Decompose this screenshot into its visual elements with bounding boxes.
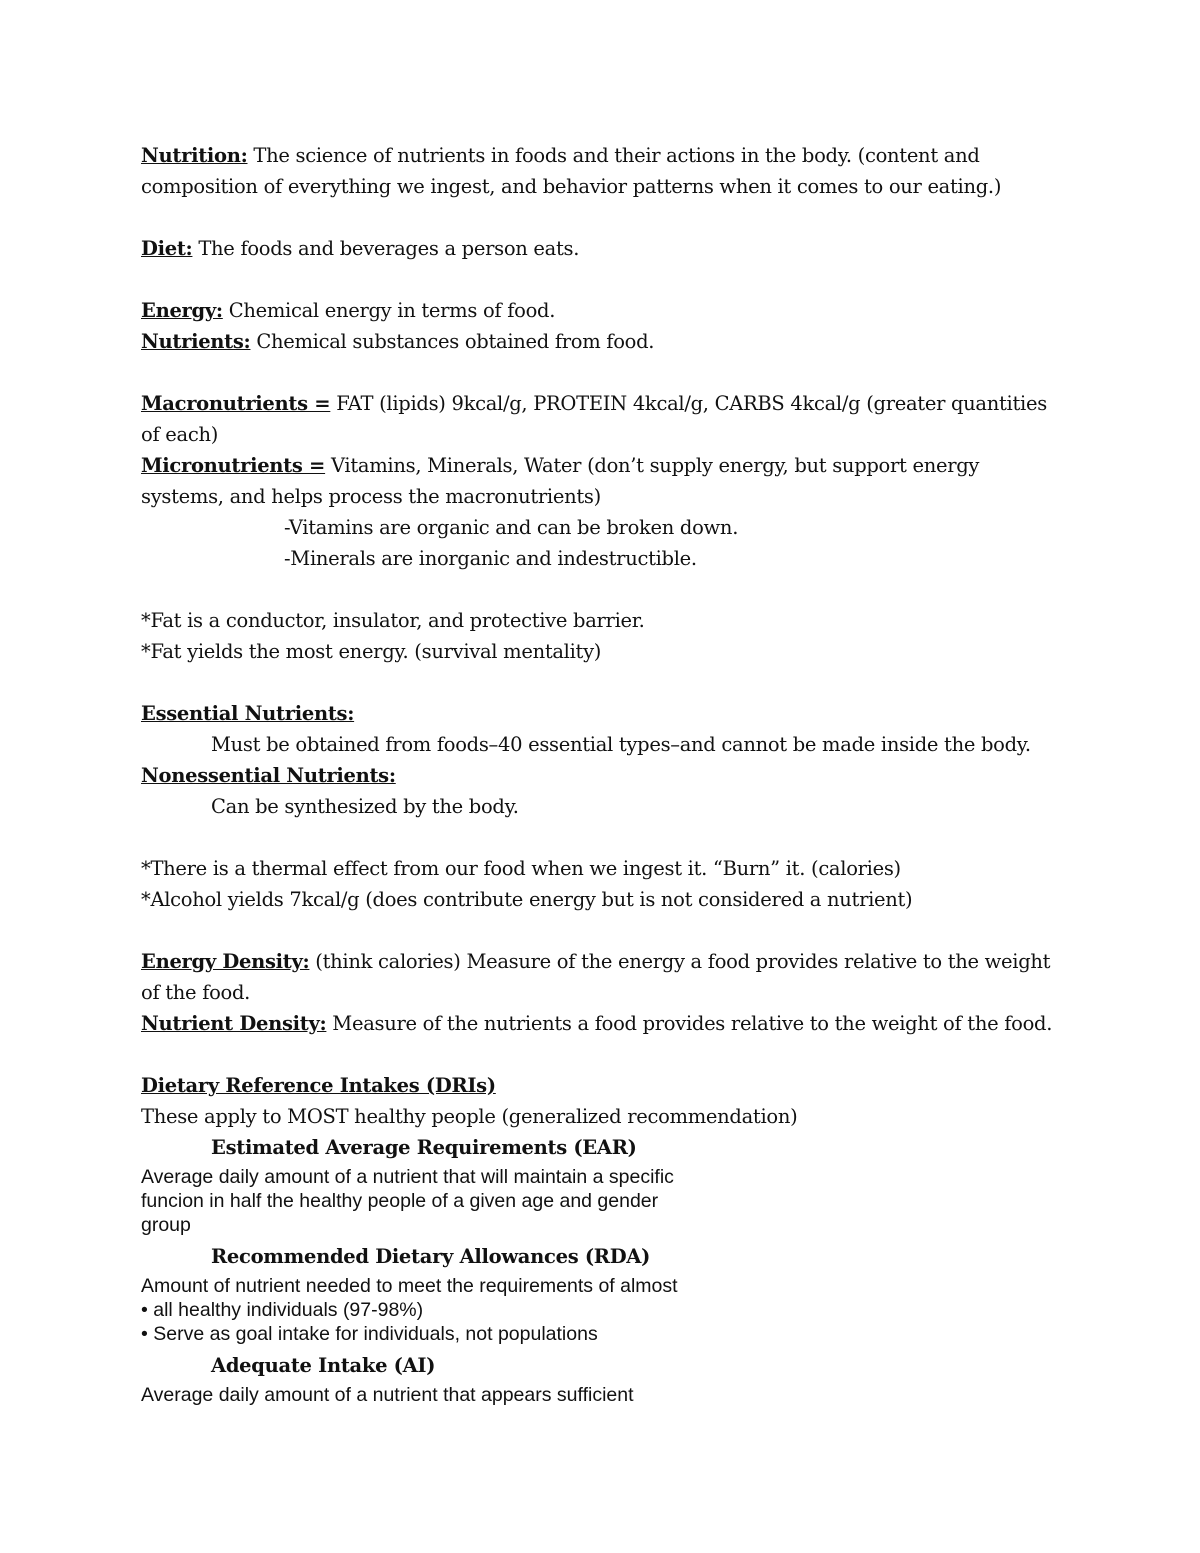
alcohol-note: *Alcohol yields 7kcal/g (does contribute energy but is not considered a nutrient) — [141, 888, 913, 911]
term-nutrient-density: Nutrient Density: — [141, 1012, 327, 1035]
ear-line: funcion in half the healthy people of a given age and gender — [141, 1190, 659, 1212]
term-nonessential-nutrients: Nonessential Nutrients: — [141, 764, 396, 787]
ear-description — [141, 1163, 721, 1241]
rda-bullet: • Serve as goal intake for individuals, not populations — [141, 1323, 598, 1345]
ear-heading: Estimated Average Requirements (EAR) — [211, 1136, 637, 1159]
ai-description — [141, 1381, 721, 1411]
term-diet: Diet: — [141, 237, 193, 260]
def-macronutrients: FAT (lipids) 9kcal/g, PROTEIN 4kcal/g, CARBS 4kcal/g (greater quantities of each) — [141, 392, 1047, 446]
ai-heading: Adequate Intake (AI) — [211, 1354, 436, 1377]
term-energy-density: Energy Density: — [141, 950, 310, 973]
definition-macronutrients — [141, 388, 1066, 450]
definition-nutrition — [141, 140, 1066, 202]
dri-heading: Dietary Reference Intakes (DRIs) — [141, 1074, 496, 1097]
micronutrient-note: -Minerals are inorganic and indestructible. — [284, 547, 697, 570]
rda-bullet: • all healthy individuals (97-98%) — [141, 1299, 424, 1321]
term-essential-nutrients: Essential Nutrients: — [141, 702, 355, 725]
rda-description — [141, 1272, 721, 1350]
ear-line: group — [141, 1214, 191, 1236]
def-nutrient-density: Measure of the nutrients a food provides relative to the weight of the food. — [326, 1012, 1053, 1035]
def-nonessential-nutrients: Can be synthesized by the body. — [211, 795, 519, 818]
micronutrient-note: -Vitamins are organic and can be broken down. — [284, 516, 739, 539]
def-energy: Chemical energy in terms of food. — [222, 299, 556, 322]
definition-nutrients — [141, 326, 1066, 357]
def-diet: The foods and beverages a person eats. — [192, 237, 580, 260]
definition-micronutrients — [141, 450, 1066, 512]
fat-note: *Fat yields the most energy. (survival mentality) — [141, 640, 602, 663]
definition-energy — [141, 295, 1066, 326]
fat-note: *Fat is a conductor, insulator, and protective barrier. — [141, 609, 645, 632]
ai-line: Average daily amount of a nutrient that appears sufficient — [141, 1384, 634, 1406]
term-micronutrients: Micronutrients = — [141, 454, 326, 477]
def-nutrients: Chemical substances obtained from food. — [250, 330, 655, 353]
thermal-note: *There is a thermal effect from our food when we ingest it. “Burn” it. (calories) — [141, 857, 901, 880]
ear-line: Average daily amount of a nutrient that will maintain a specific — [141, 1166, 674, 1188]
document-page — [141, 140, 1066, 1411]
definition-nutrient-density — [141, 1008, 1066, 1039]
def-energy-density: (think calories) Measure of the energy a food provides relative to the weight of the food. — [141, 950, 1051, 1004]
def-essential-nutrients: Must be obtained from foods–40 essential types–and cannot be made inside the body. — [211, 733, 1031, 756]
dri-intro: These apply to MOST healthy people (generalized recommendation) — [141, 1105, 798, 1128]
definition-diet — [141, 233, 1066, 264]
term-nutrition: Nutrition: — [141, 144, 248, 167]
term-energy: Energy: — [141, 299, 223, 322]
def-nutrition: The science of nutrients in foods and their actions in the body. (content and composition of everything we ingest, and behavior patterns when it comes to our eating.) — [141, 144, 1002, 198]
term-macronutrients: Macronutrients = — [141, 392, 331, 415]
def-micronutrients: Vitamins, Minerals, Water (don’t supply energy, but support energy systems, and helps process the macronutrients) — [141, 454, 980, 508]
term-nutrients: Nutrients: — [141, 330, 251, 353]
rda-line: Amount of nutrient needed to meet the requirements of almost — [141, 1275, 678, 1297]
rda-heading: Recommended Dietary Allowances (RDA) — [211, 1245, 651, 1268]
definition-energy-density — [141, 946, 1066, 1008]
